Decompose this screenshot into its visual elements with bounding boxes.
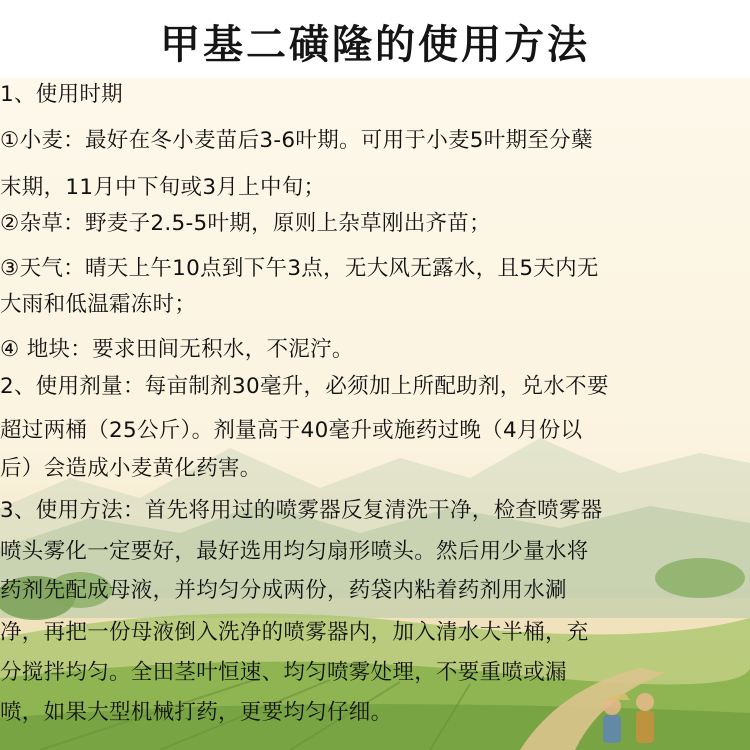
- weather-line-2: 大雨和低温霜冻时；: [0, 292, 197, 317]
- title-bar: [0, 0, 750, 78]
- wheat-timing-line-1: ①小麦：最好在冬小麦苗后3-6叶期。可用于小麦5叶期至分蘖: [0, 128, 593, 153]
- dosage-line-2: 超过两桶（25公斤）。剂量高于40毫升或施药过晚（4月份以: [0, 418, 583, 443]
- article-body: [0, 78, 750, 750]
- method-line-5: 分搅拌均匀。全田茎叶恒速、均匀喷雾处理，不要重喷或漏: [0, 660, 567, 685]
- method-line-3: 药剂先配成母液，并均匀分成两份，药袋内粘着药剂用水涮: [0, 578, 567, 603]
- weed-timing-line: ②杂草：野麦子2.5-5叶期，原则上杂草刚出齐苗；: [0, 211, 491, 236]
- method-line-1: 3、使用方法：首先将用过的喷雾器反复清洗干净，检查喷雾器: [0, 498, 603, 523]
- field-condition-line: ④ 地块：要求田间无积水，不泥泞。: [0, 337, 354, 362]
- weather-line-1: ③天气：晴天上午10点到下午3点，无大风无露水，且5天内无: [0, 256, 599, 281]
- method-line-2: 喷头雾化一定要好，最好选用均匀扇形喷头。然后用少量水将: [0, 539, 589, 564]
- method-line-4: 净，再把一份母液倒入洗净的喷雾器内，加入清水大半桶，充: [0, 620, 589, 645]
- section-1-heading: 1、使用时期: [0, 82, 123, 107]
- dosage-line-1: 2、使用剂量：每亩制剂30毫升，必须加上所配助剂，兑水不要: [0, 374, 609, 399]
- page-title: 甲基二磺隆的使用方法: [160, 21, 590, 68]
- dosage-line-3: 后）会造成小麦黄化药害。: [0, 456, 262, 481]
- wheat-timing-line-2: 末期，11月中下旬或3月上中旬；: [0, 175, 326, 200]
- method-line-6: 喷，如果大型机械打药，更要均匀仔细。: [0, 700, 393, 725]
